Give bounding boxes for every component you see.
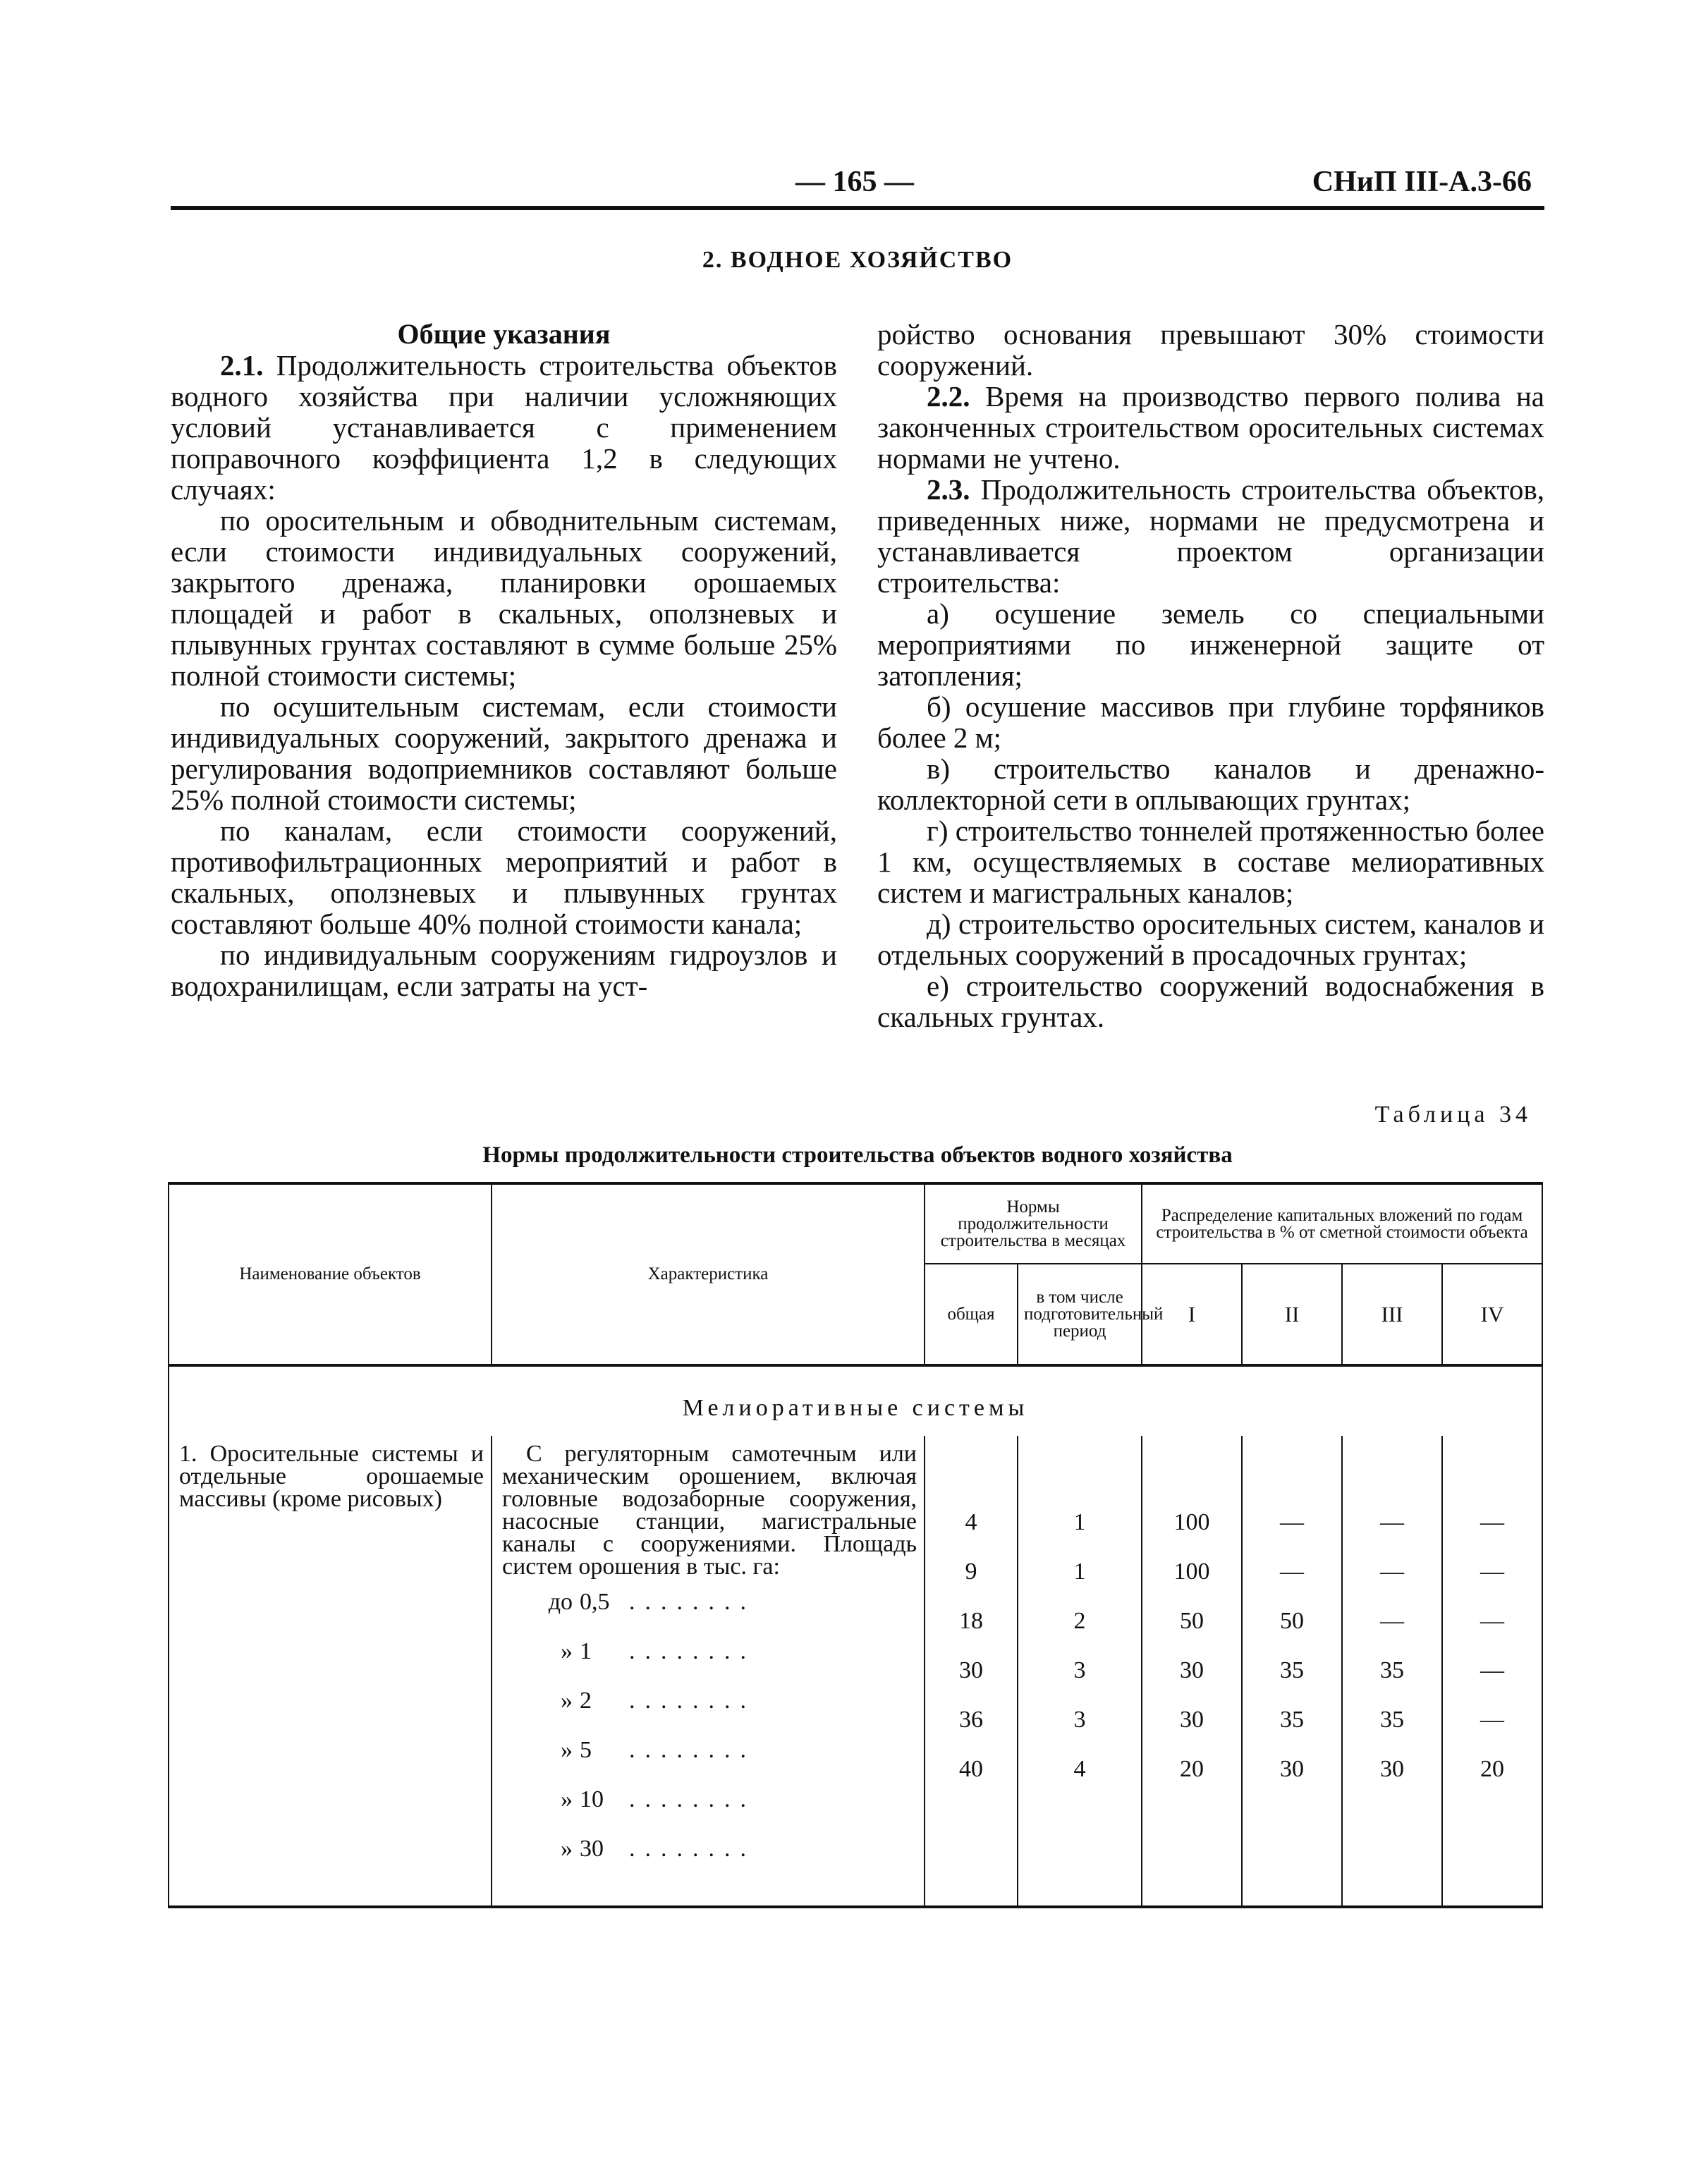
- cell-value-prep: 3: [1073, 1707, 1086, 1733]
- cell-value-total: 30: [959, 1657, 983, 1683]
- header-total: общая: [925, 1264, 1018, 1365]
- cell-value-total: 18: [959, 1608, 983, 1634]
- cell-value-prep: 2: [1073, 1608, 1086, 1634]
- structures-case-continued: ройство основания превышают 30% стоимости сооружений.: [877, 318, 1544, 382]
- drainage-case: по осушительным системам, если стоимости индивидуальных сооружений, закрытого дренажа и регулирования водоприемников составляют больше 25% полной стоимости системы;: [171, 690, 837, 816]
- cell-value-prep: 3: [1073, 1657, 1086, 1683]
- area-value: 2: [580, 1688, 592, 1714]
- area-row: [502, 1776, 917, 1825]
- cell-value-prep: 4: [1073, 1756, 1086, 1782]
- cell-value-total: 40: [959, 1756, 983, 1782]
- area-value: 5: [580, 1737, 592, 1763]
- area-prefix: »: [561, 1638, 573, 1664]
- leader-dots: ........: [629, 1788, 756, 1811]
- leader-dots: ........: [629, 1739, 756, 1762]
- section-title-melioration: Мелиоративные системы: [169, 1365, 1542, 1436]
- clause-text: Продолжительность строительства объектов, приведенных ниже, нормами не предусмотрена и устанавливается проектом организации строительства:: [877, 473, 1544, 599]
- table-title: Нормы продолжительности строительства объектов водного хозяйства: [482, 1142, 1233, 1168]
- prep-column: [1018, 1436, 1142, 1907]
- list-item-g: г) строительство тоннелей протяженностью более 1 км, осуществляемых в составе мелиоративных систем и магистральных каналов;: [877, 815, 1544, 909]
- cell-value-y3: 35: [1380, 1707, 1405, 1733]
- clause-number: 2.3.: [927, 473, 970, 506]
- cell-value-y4: —: [1480, 1509, 1505, 1535]
- cell-value-y3: —: [1380, 1509, 1405, 1535]
- irrigation-case: по оросительным и обводнительным системам, если стоимости индивидуальных сооружений, закрытого дренажа, планировки орошаемых площадей и работ в скальных, оползневых и плывунных грунтах составляют в сумме больше 25% полной стоимости системы;: [171, 504, 837, 692]
- cell-value-y3: 35: [1380, 1657, 1405, 1683]
- structures-case: по индивидуальным сооружениям гидроузлов и водохранилищам, если затраты на уст-: [171, 939, 837, 1002]
- clause-text: Время на производство первого полива на законченных строительством оросительных системах нормами не учтено.: [877, 380, 1544, 475]
- area-value: 0,5: [580, 1589, 610, 1615]
- area-value: 1: [580, 1638, 592, 1664]
- area-row: [502, 1628, 917, 1677]
- cell-value-total: 9: [965, 1559, 977, 1585]
- paragraph-2-1: [171, 350, 837, 505]
- area-value: 10: [580, 1786, 604, 1812]
- year-3-column: [1342, 1436, 1442, 1907]
- paragraph-2-2: [877, 381, 1544, 474]
- cell-value-total: 4: [965, 1509, 977, 1535]
- area-prefix: »: [561, 1737, 573, 1763]
- header-year-4: IV: [1442, 1264, 1542, 1365]
- year-4-values: [1448, 1485, 1536, 1782]
- area-prefix: »: [561, 1786, 573, 1812]
- cell-value-y2: —: [1280, 1559, 1305, 1585]
- characteristic-cell: [492, 1436, 925, 1907]
- cell-value-y1: 100: [1173, 1559, 1210, 1585]
- section-title: 2. ВОДНОЕ ХОЗЯЙСТВО: [702, 247, 1013, 273]
- header-distribution-group: Распределение капитальных вложений по годам строительства в % от сметной стоимости объекта: [1142, 1183, 1542, 1264]
- cell-value-prep: 1: [1073, 1509, 1086, 1535]
- object-name-cell: 1. Оросительные системы и отдельные орошаемые массивы (кроме рисовых): [169, 1436, 492, 1907]
- cell-value-y3: —: [1380, 1559, 1405, 1585]
- left-column: [171, 319, 837, 1001]
- page-number: — 165 —: [795, 166, 914, 198]
- area-row: [502, 1825, 917, 1874]
- area-rows: [502, 1578, 917, 1874]
- area-row: [502, 1578, 917, 1628]
- list-item-d: д) строительство оросительных систем, каналов и отдельных сооружений в просадочных грунтах;: [877, 908, 1544, 971]
- cell-value-y1: 30: [1180, 1657, 1204, 1683]
- total-column: [925, 1436, 1018, 1907]
- cell-value-y2: 35: [1280, 1707, 1305, 1733]
- cell-value-y3: —: [1380, 1608, 1405, 1634]
- leader-dots: ........: [629, 1640, 756, 1663]
- area-prefix: »: [561, 1836, 573, 1862]
- section-row: [169, 1365, 1542, 1436]
- list-item-v: в) строительство каналов и дренажно-коллекторной сети в оплывающих грунтах;: [877, 752, 1544, 816]
- year-1-column: [1142, 1436, 1242, 1907]
- cell-value-y4: —: [1480, 1559, 1505, 1585]
- cell-value-prep: 1: [1073, 1559, 1086, 1585]
- area-prefix: »: [561, 1688, 573, 1714]
- cell-value-y1: 20: [1180, 1756, 1204, 1782]
- cell-value-y1: 100: [1173, 1509, 1210, 1535]
- cell-value-total: 36: [959, 1707, 983, 1733]
- area-value: 30: [580, 1836, 604, 1862]
- area-row: [502, 1677, 917, 1726]
- norms-table: [168, 1182, 1543, 1908]
- header-year-3: III: [1342, 1264, 1442, 1365]
- cell-value-y2: 35: [1280, 1657, 1305, 1683]
- header-object-name: Наименование объектов: [169, 1183, 492, 1365]
- clause-number: 2.1.: [220, 349, 264, 382]
- year-4-column: [1442, 1436, 1542, 1907]
- cell-value-y4: —: [1480, 1608, 1505, 1634]
- paragraph-2-3: [877, 474, 1544, 598]
- canals-case: по каналам, если стоимости сооружений, противофильтрационных мероприятий и работ в скальных, оползневых и плывунных грунтах составляют больше 40% полной стоимости канала;: [171, 815, 837, 940]
- leader-dots: ........: [629, 1591, 756, 1614]
- header-characteristic: Характеристика: [492, 1183, 925, 1365]
- list-item-b: б) осушение массивов при глубине торфяников более 2 м;: [877, 690, 1544, 754]
- cell-value-y4: —: [1480, 1657, 1505, 1683]
- characteristic-lead: С регуляторным самотечным или механическим орошением, включая головные водозаборные сооружения, насосные станции, магистральные каналы с сооружениями. Площадь систем орошения в тыс. га:: [502, 1441, 917, 1580]
- document-code: СНиП III-А.3-66: [1312, 166, 1532, 198]
- leader-dots: ........: [629, 1690, 756, 1712]
- right-column: [877, 319, 1544, 1032]
- prep-values: [1024, 1485, 1135, 1782]
- area-prefix: до: [548, 1589, 573, 1615]
- clause-number: 2.2.: [927, 380, 970, 413]
- header-prep-period: в том числе подготовительный период: [1018, 1264, 1142, 1365]
- list-item-e: е) строительство сооружений водоснабжения в скальных грунтах.: [877, 970, 1544, 1033]
- year-1-values: [1148, 1485, 1236, 1782]
- year-3-values: [1348, 1485, 1436, 1782]
- header-year-2: II: [1242, 1264, 1342, 1365]
- cell-value-y1: 30: [1180, 1707, 1204, 1733]
- cell-value-y4: —: [1480, 1707, 1505, 1733]
- header-rule: [171, 206, 1544, 210]
- year-2-column: [1242, 1436, 1342, 1907]
- header-norms-group: Нормы продолжительности строительства в месяцах: [925, 1183, 1142, 1264]
- table-label: Таблица 34: [1374, 1102, 1532, 1128]
- general-instructions-heading: Общие указания: [397, 318, 611, 350]
- clause-text: Продолжительность строительства объектов водного хозяйства при наличии усложняющих условий устанавливается с применением поправочного коэффициента 1,2 в следующих случаях:: [171, 349, 837, 506]
- table-row: [169, 1436, 1542, 1907]
- list-item-a: а) осушение земель со специальными мероприятиями по инженерной защите от затопления;: [877, 597, 1544, 692]
- cell-value-y2: —: [1280, 1509, 1305, 1535]
- cell-value-y4: 20: [1480, 1756, 1505, 1782]
- area-row: [502, 1726, 917, 1776]
- year-2-values: [1248, 1485, 1336, 1782]
- cell-value-y1: 50: [1180, 1608, 1204, 1634]
- cell-value-y2: 30: [1280, 1756, 1305, 1782]
- total-values: [931, 1485, 1011, 1782]
- leader-dots: ........: [629, 1838, 756, 1860]
- cell-value-y2: 50: [1280, 1608, 1305, 1634]
- cell-value-y3: 30: [1380, 1756, 1405, 1782]
- header-year-1: I: [1142, 1264, 1242, 1365]
